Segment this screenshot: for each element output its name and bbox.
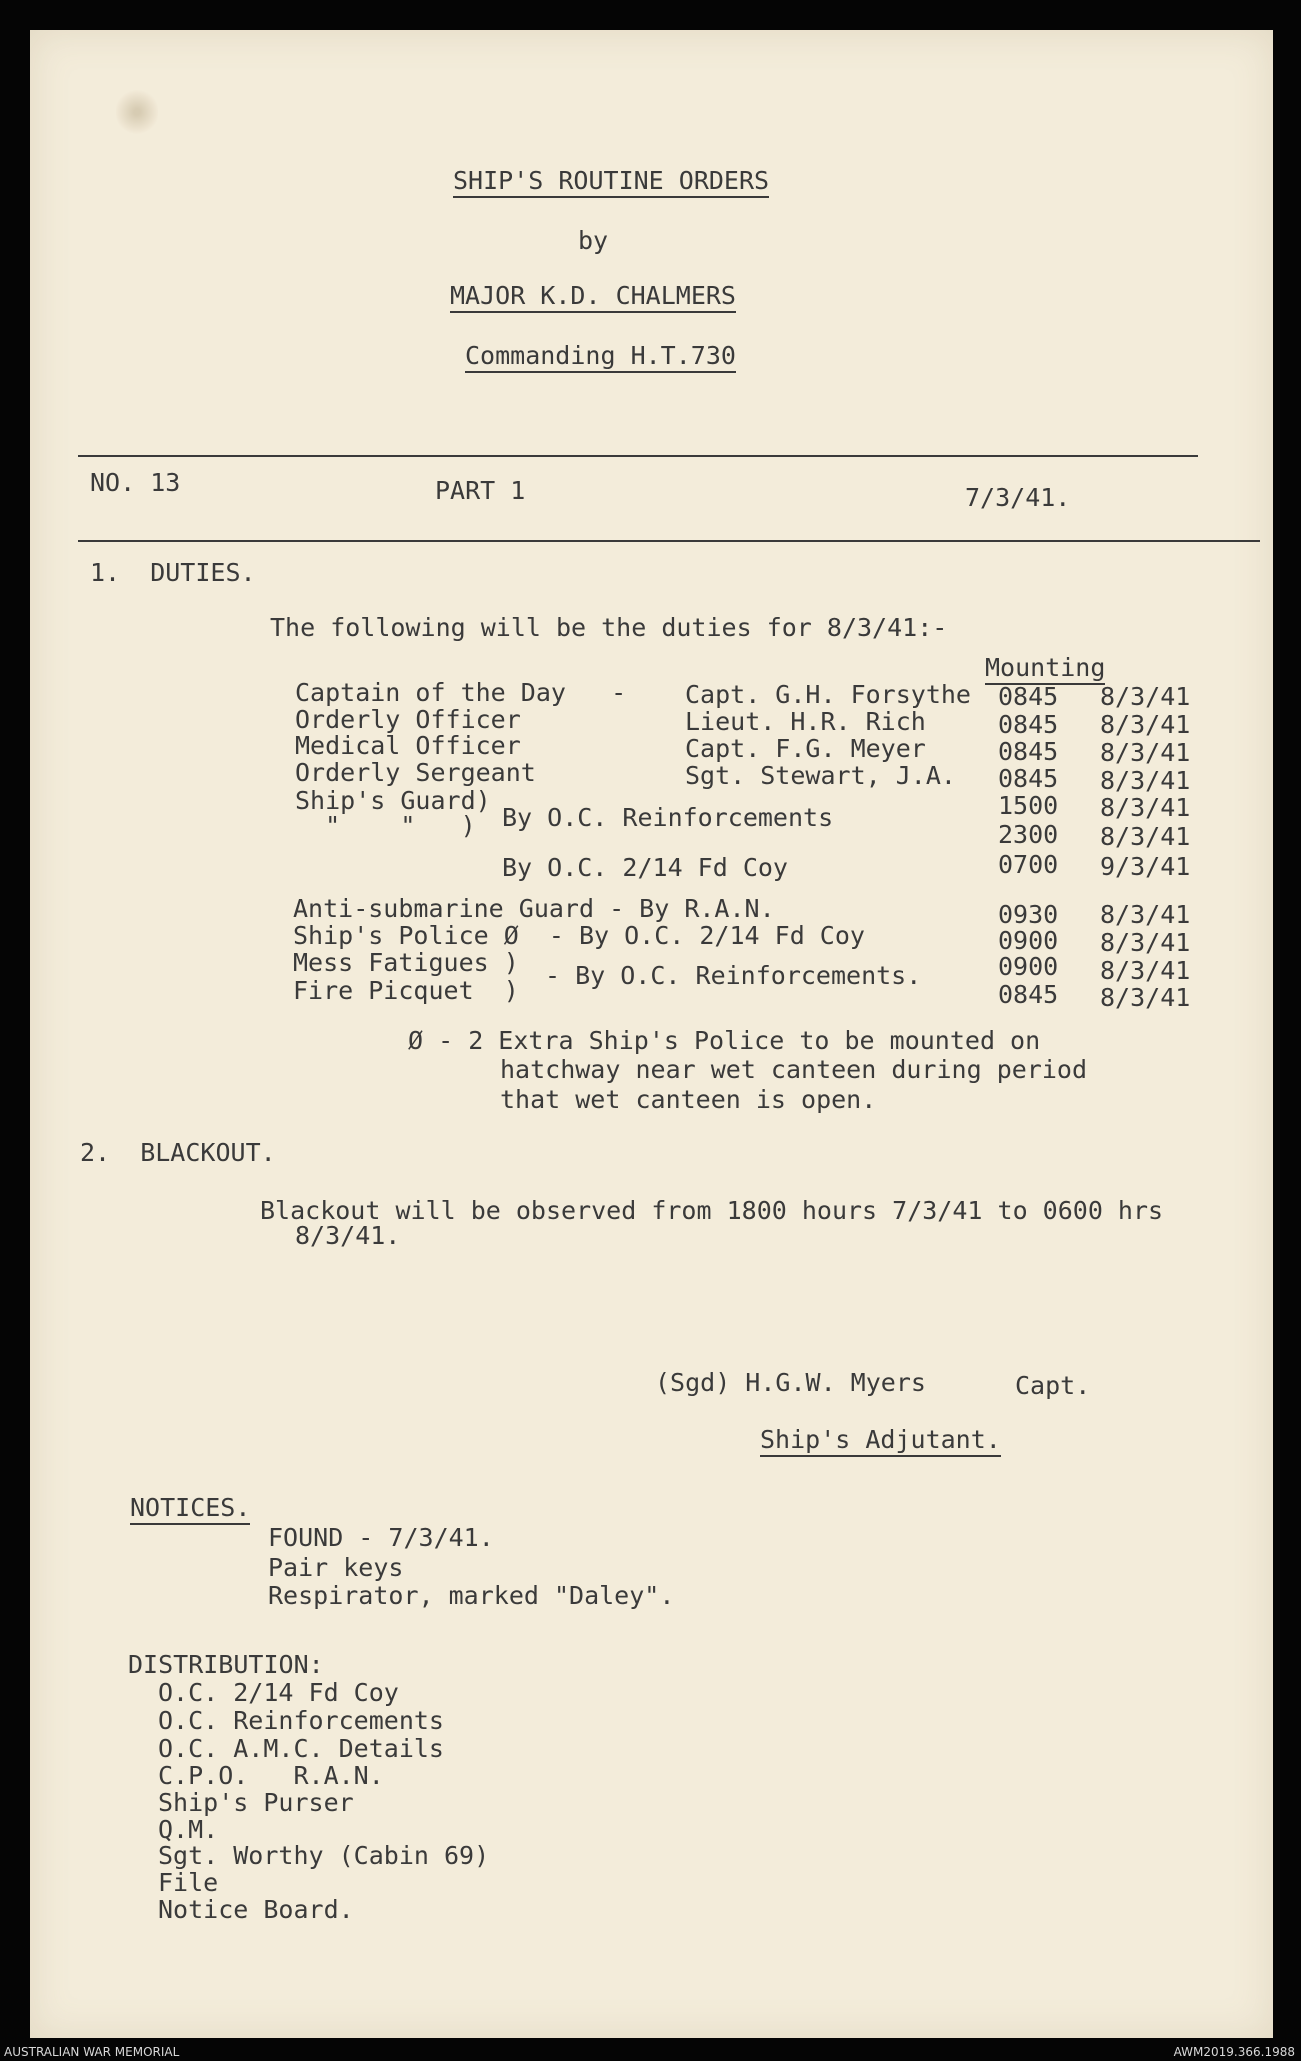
police-note: Ø - 2 Extra Ship's Police to be mounted on	[408, 1026, 1041, 1055]
duty-date: 8/3/41	[1100, 900, 1191, 929]
police-note: hatchway near wet canteen during period	[500, 1055, 1087, 1084]
duty-assignee: Sgt. Stewart, J.A.	[685, 761, 956, 790]
archive-credit: AUSTRALIAN WAR MEMORIAL	[4, 2045, 180, 2059]
duty-assignee: Capt. F.G. Meyer	[685, 734, 926, 763]
order-date: 7/3/41.	[965, 483, 1071, 512]
duty-date: 8/3/41	[1100, 710, 1191, 739]
duty-time: 0845	[998, 764, 1059, 793]
commanding-line: Commanding H.T.730	[465, 343, 736, 373]
police-note: that wet canteen is open.	[500, 1085, 877, 1114]
paper-stain	[116, 88, 158, 136]
blackout-text: 8/3/41.	[295, 1221, 401, 1250]
duty-assignee: Lieut. H.R. Rich	[685, 707, 926, 736]
ships-guard-label: Ship's Guard)	[295, 786, 491, 815]
duty-date: 8/3/41	[1100, 956, 1191, 985]
duty-date: 8/3/41	[1100, 928, 1191, 957]
guard-time: 2300	[998, 820, 1059, 849]
document-title: SHIP'S ROUTINE ORDERS	[453, 168, 769, 198]
header-rule-bottom	[78, 540, 1260, 542]
found-item: Pair keys	[268, 1553, 404, 1582]
blackout-heading: 2. BLACKOUT.	[80, 1138, 276, 1167]
duty-date: 8/3/41	[1100, 682, 1191, 711]
duty-label: Orderly Officer	[295, 705, 521, 734]
duty-time: 0845	[998, 980, 1059, 1009]
duty-date: 8/3/41	[1100, 983, 1191, 1012]
notices-heading: NOTICES.	[130, 1495, 250, 1525]
archive-reference: AWM2019.366.1988	[1173, 2045, 1295, 2059]
duty-time: 0845	[998, 682, 1059, 711]
mess-fire-assignee: - By O.C. Reinforcements.	[545, 961, 922, 990]
distribution-item: Ship's Purser	[158, 1788, 354, 1817]
ships-police: Ship's Police Ø - By O.C. 2/14 Fd Coy	[293, 921, 865, 950]
signed-rank: Capt.	[1015, 1371, 1091, 1400]
distribution-item: C.P.O. R.A.N.	[158, 1761, 384, 1790]
duty-label: Orderly Sergeant	[295, 758, 536, 787]
document-page	[30, 30, 1273, 2038]
duties-heading: 1. DUTIES.	[90, 558, 256, 587]
duty-time: 0845	[998, 737, 1059, 766]
signer-title: Ship's Adjutant.	[760, 1427, 1001, 1457]
fire-picquet-label: Fire Picquet )	[293, 976, 519, 1005]
guard-date: 8/3/41	[1100, 822, 1191, 851]
header-rule-top	[78, 455, 1198, 457]
duties-intro: The following will be the duties for 8/3/41:-	[270, 613, 948, 642]
distribution-item: O.C. A.M.C. Details	[158, 1734, 444, 1763]
guard-time: 1500	[998, 791, 1059, 820]
distribution-item: Q.M.	[158, 1815, 219, 1844]
found-item: Respirator, marked "Daley".	[268, 1581, 675, 1610]
order-part: PART 1	[435, 476, 526, 505]
duty-label: Captain of the Day -	[295, 678, 627, 707]
duty-time: 0930	[998, 900, 1059, 929]
duty-label: Medical Officer	[295, 731, 521, 760]
found-line: FOUND - 7/3/41.	[268, 1523, 494, 1552]
ships-guard-ditto: " " )	[295, 811, 476, 840]
duty-time: 0900	[998, 926, 1059, 955]
guard-date: 9/3/41	[1100, 852, 1191, 881]
guard-assignee: By O.C. Reinforcements	[502, 803, 834, 832]
guard-date: 8/3/41	[1100, 793, 1191, 822]
distribution-item: File	[158, 1868, 219, 1897]
distribution-item: Notice Board.	[158, 1895, 354, 1924]
duty-date: 8/3/41	[1100, 738, 1191, 767]
distribution-item: Sgt. Worthy (Cabin 69)	[158, 1841, 490, 1870]
mess-fatigues-label: Mess Fatigues )	[293, 948, 519, 977]
duty-time: 0900	[998, 952, 1059, 981]
anti-submarine-guard: Anti-submarine Guard - By R.A.N.	[293, 894, 775, 923]
distribution-item: O.C. 2/14 Fd Coy	[158, 1678, 399, 1707]
mounting-header: Mounting	[985, 655, 1105, 685]
guard-assignee: By O.C. 2/14 Fd Coy	[502, 853, 788, 882]
duty-assignee: Capt. G.H. Forsythe	[685, 680, 971, 709]
distribution-heading: DISTRIBUTION:	[128, 1650, 324, 1679]
officer-name: MAJOR K.D. CHALMERS	[450, 283, 736, 313]
order-number: NO. 13	[90, 468, 181, 497]
duty-date: 8/3/41	[1100, 766, 1191, 795]
duty-time: 0845	[998, 710, 1059, 739]
blackout-text: Blackout will be observed from 1800 hours 7/3/41 to 0600 hrs	[260, 1196, 1164, 1225]
guard-time: 0700	[998, 850, 1059, 879]
signed-by: (Sgd) H.G.W. Myers	[655, 1368, 926, 1397]
title-by: by	[578, 226, 609, 255]
distribution-item: O.C. Reinforcements	[158, 1706, 444, 1735]
